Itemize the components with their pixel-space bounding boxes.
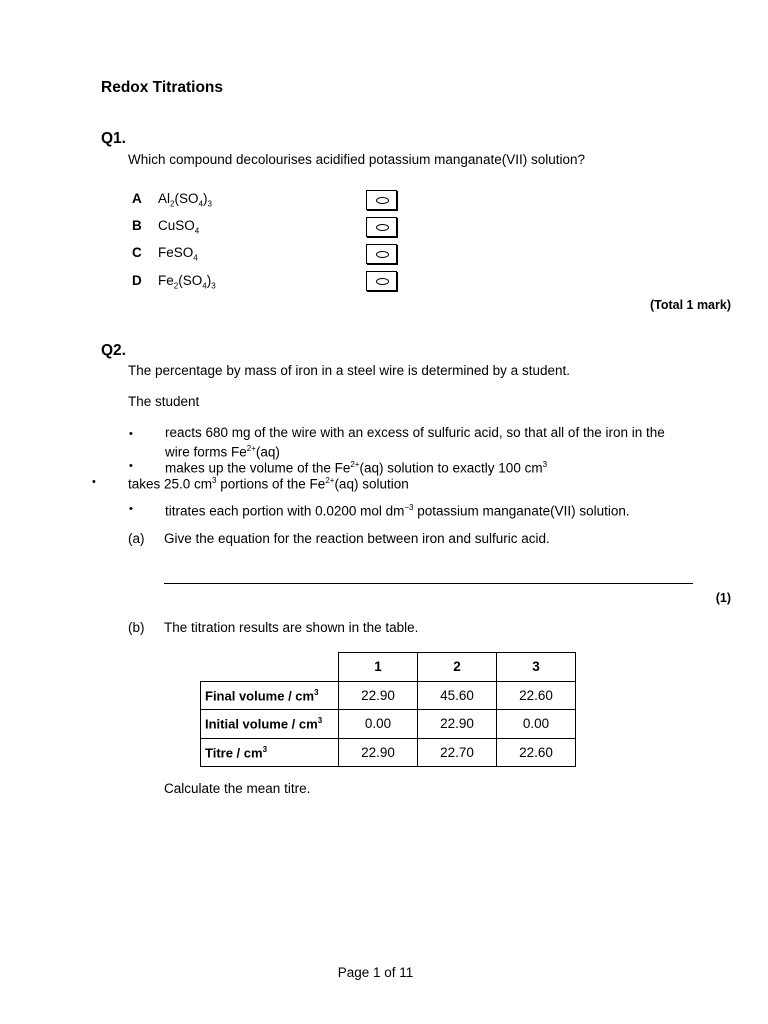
table-cell: 22.60	[497, 738, 576, 767]
option-c-formula: FeSO$_4$	[158, 245, 198, 263]
bullet-3-text: takes 25.0 $cm^3$ portions of the $Fe^{2+}(aq)$ solution	[128, 476, 409, 492]
calculate-mean-titre-prompt: Calculate the mean titre.	[164, 781, 311, 796]
bullet-4-text: titrates each portion with 0.0200 mol $dm^{-3}$ potassium manganate(VII) solution.	[165, 503, 630, 519]
table-cell: 0.00	[497, 710, 576, 739]
page-footer: Page 1 of 11	[337, 965, 414, 980]
option-c-answer-box[interactable]	[366, 244, 397, 264]
table-row	[201, 738, 576, 767]
option-a-formula: $Al_2(SO_4)_3$	[158, 191, 212, 209]
option-d-letter: D	[132, 273, 142, 288]
option-b-formula: CuSO$_4$	[158, 218, 200, 236]
table-row	[201, 710, 576, 739]
table-cell: 22.90	[418, 710, 497, 739]
part-a-answer-line[interactable]	[164, 583, 693, 584]
part-b-label: (b)	[128, 620, 145, 635]
table-row	[201, 681, 576, 710]
q1-total-mark: (Total 1 mark)	[649, 298, 731, 312]
bullet-1-line-1: reacts 680 mg of the wire with an excess of sulfuric acid, so that all of the iron in the	[165, 425, 665, 440]
table-cell: 22.60	[497, 681, 576, 710]
table-cell: 22.90	[339, 681, 418, 710]
table-corner-cell	[201, 653, 339, 682]
table-header-row	[201, 653, 576, 682]
column-header-3: 3	[497, 653, 576, 682]
page-title: Redox Titrations	[101, 79, 224, 96]
column-header-1: 1	[339, 653, 418, 682]
row-header-initial-volume: Initial volume / $cm^3$	[201, 710, 339, 739]
option-b-answer-box[interactable]	[366, 217, 397, 237]
q2-the-student: The student	[128, 394, 200, 409]
option-c-bubble[interactable]	[376, 251, 389, 258]
table-cell: 0.00	[339, 710, 418, 739]
titration-results-table	[200, 652, 576, 767]
row-header-final-volume: Final volume / $cm^3$	[201, 681, 339, 710]
table-cell: 22.70	[418, 738, 497, 767]
part-a-mark: (1)	[715, 591, 731, 605]
q2-label: Q2.	[101, 342, 126, 359]
option-d-formula: $Fe_2(SO_4)_3$	[158, 273, 216, 291]
option-a-bubble[interactable]	[376, 197, 389, 204]
q1-question: Which compound decolourises acidified potassium manganate(VII) solution?	[128, 152, 585, 167]
part-a-question: Give the equation for the reaction between iron and sulfuric acid.	[164, 531, 550, 546]
option-d-answer-box[interactable]	[366, 271, 397, 291]
q1-label: Q1.	[101, 130, 126, 147]
part-b-question: The titration results are shown in the table.	[164, 620, 419, 635]
bullet-1-marker: •	[129, 428, 133, 440]
option-b-letter: B	[132, 218, 142, 233]
option-c-letter: C	[132, 245, 142, 260]
bullet-2-text: makes up the volume of the $Fe^{2+}(aq)$ solution to exactly 100 $cm^3$	[165, 460, 548, 476]
column-header-2: 2	[418, 653, 497, 682]
bullet-2-marker: •	[129, 460, 133, 472]
option-d-bubble[interactable]	[376, 278, 389, 285]
option-b-bubble[interactable]	[376, 224, 389, 231]
option-a-letter: A	[132, 191, 142, 206]
row-header-titre: Titre / $cm^3$	[201, 738, 339, 767]
bullet-4-marker: •	[129, 503, 133, 515]
q2-intro: The percentage by mass of iron in a steel wire is determined by a student.	[128, 363, 570, 378]
table-cell: 22.90	[339, 738, 418, 767]
bullet-3-marker: •	[92, 476, 96, 488]
bullet-1-line-2: wire forms $Fe^{2+}(aq)$	[165, 444, 280, 460]
table-cell: 45.60	[418, 681, 497, 710]
part-a-label: (a)	[128, 531, 145, 546]
option-a-answer-box[interactable]	[366, 190, 397, 210]
